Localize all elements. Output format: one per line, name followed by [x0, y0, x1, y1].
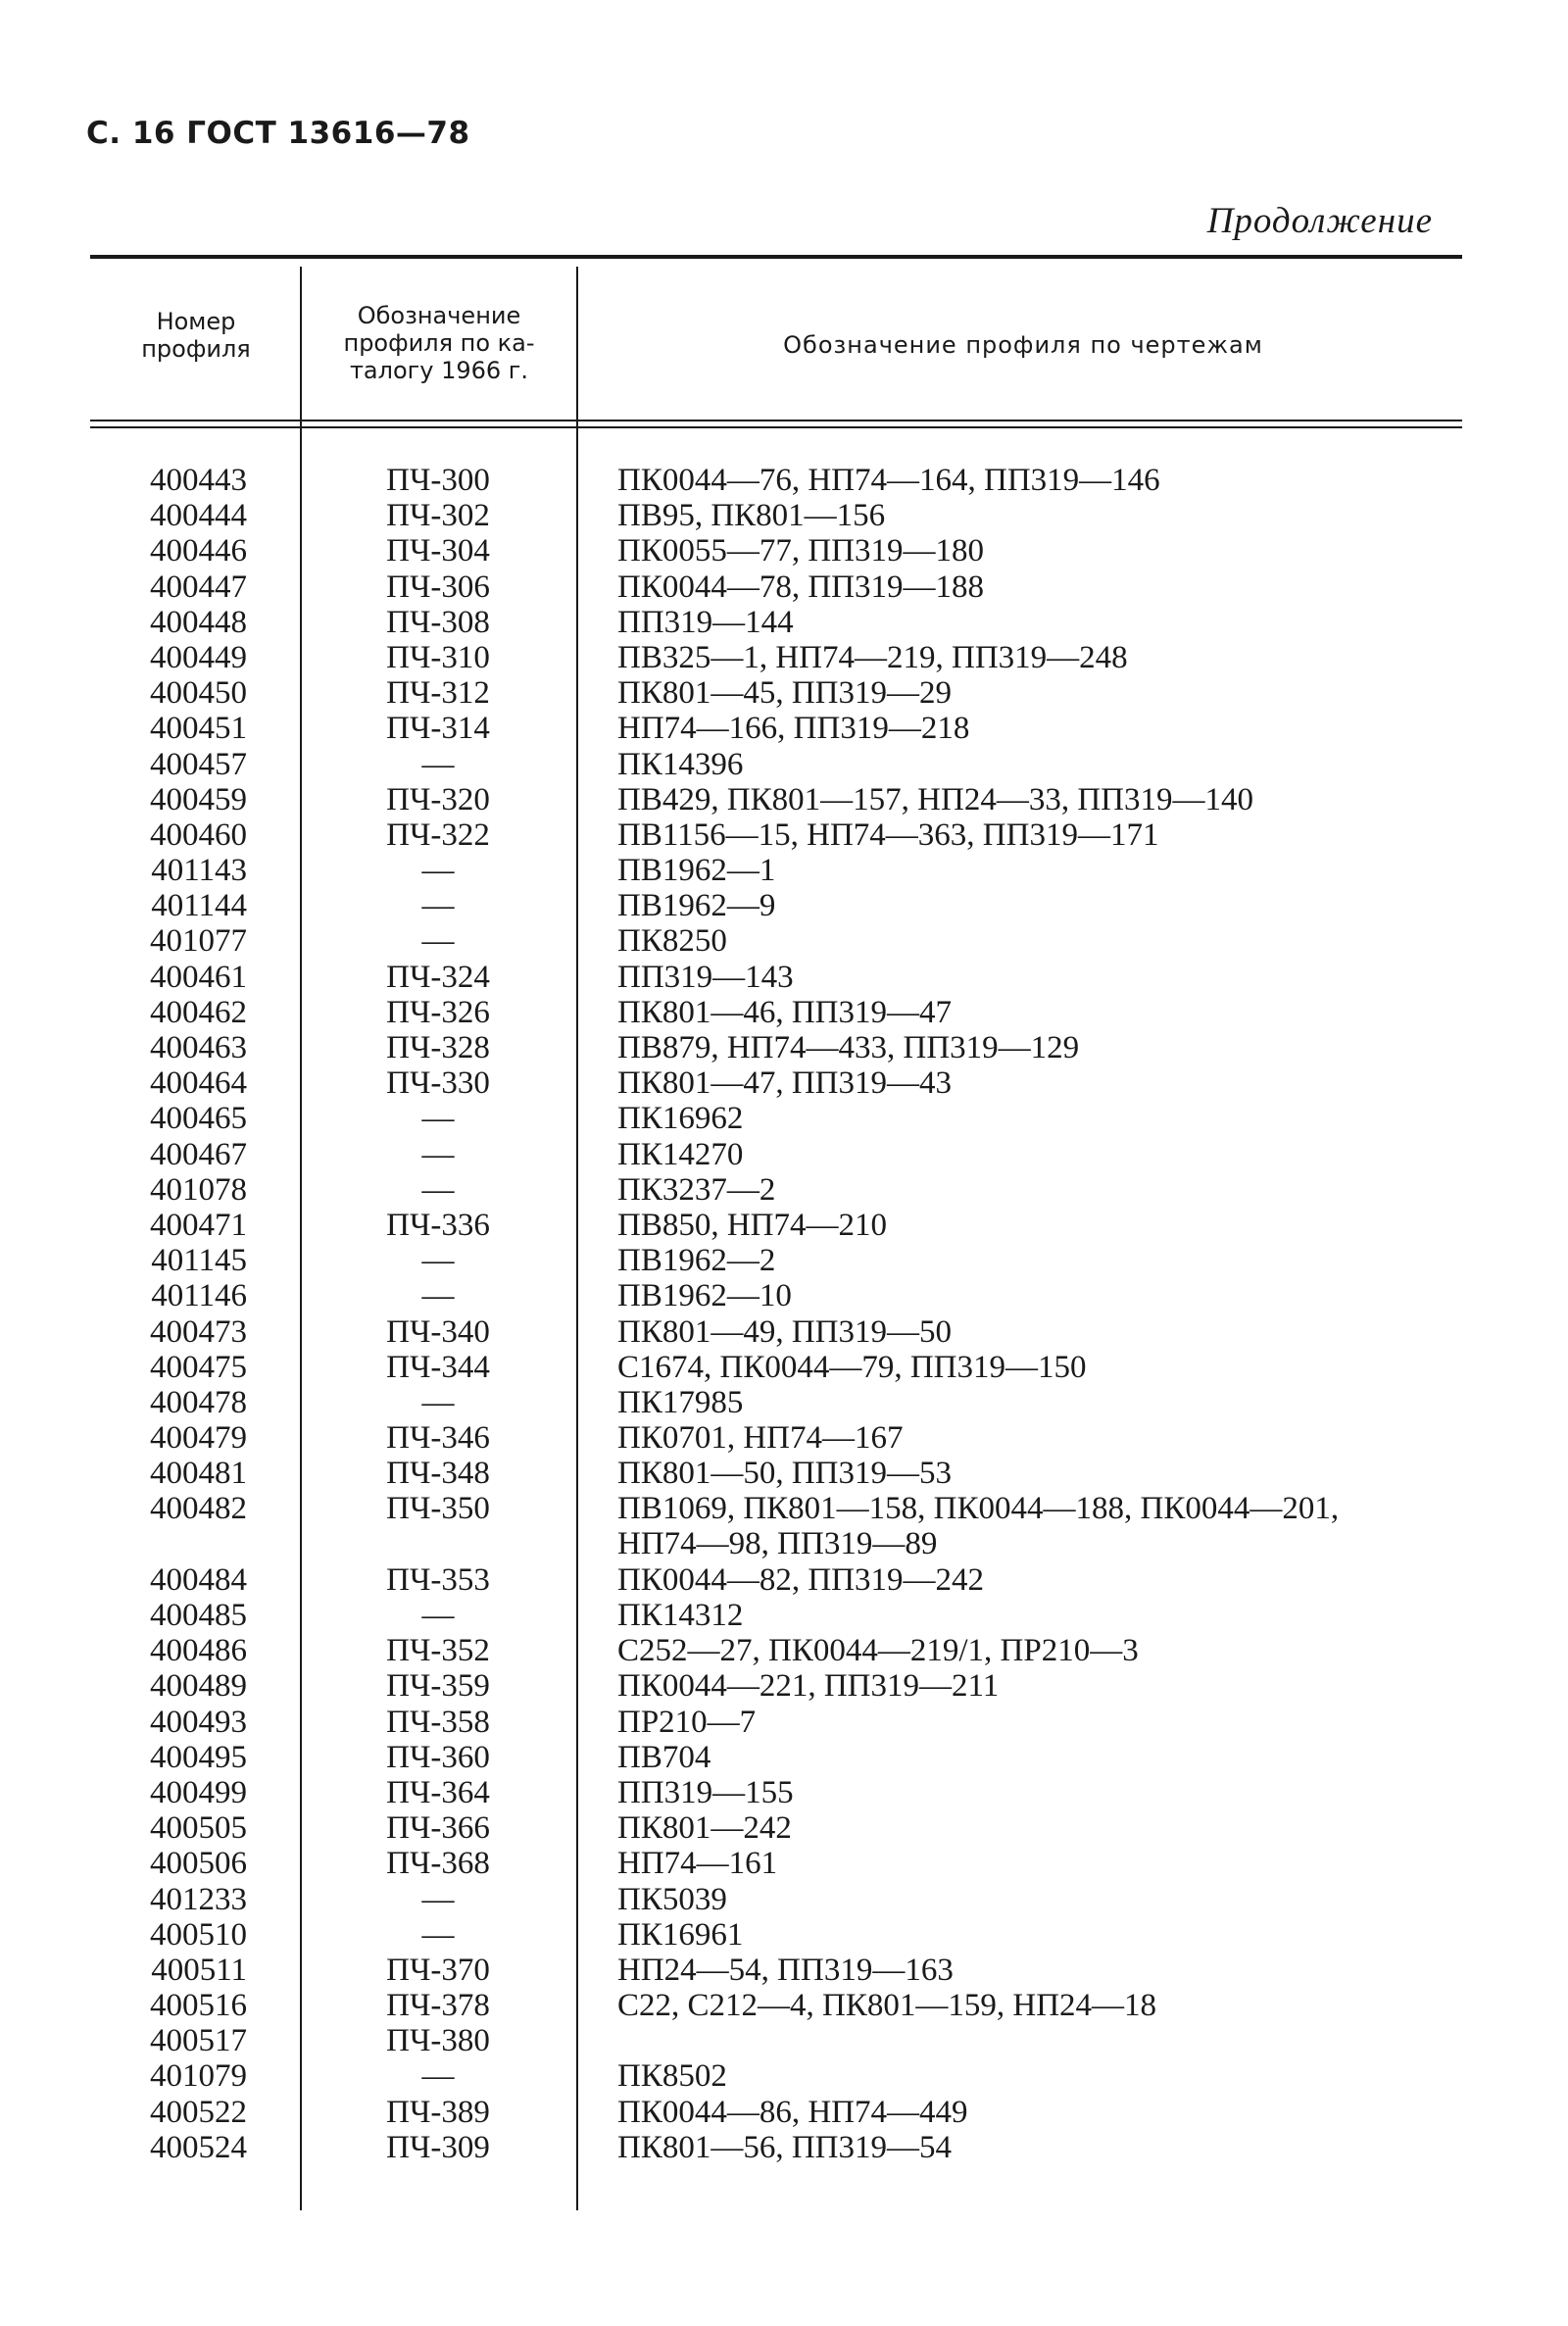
- column-header-line: Номер: [156, 308, 236, 335]
- drawing-designation-cell: [617, 1917, 743, 1953]
- column-header-line: профиля по ка-: [343, 329, 535, 357]
- page-header: С. 16 ГОСТ 13616—78: [86, 116, 470, 151]
- profile-number-cell: 400485: [150, 1598, 247, 1634]
- profile-number-cell: 400489: [150, 1668, 247, 1705]
- table-row: [90, 923, 1462, 959]
- profile-number-cell: 400448: [150, 604, 247, 640]
- catalog-designation-cell: ПЧ-336: [386, 1207, 490, 1243]
- profile-number-cell: 400464: [150, 1065, 247, 1102]
- profile-number-cell: 400486: [150, 1633, 247, 1669]
- catalog-designation-cell: —: [421, 853, 455, 889]
- table-row: [90, 1420, 1462, 1456]
- catalog-designation-cell: —: [421, 1598, 455, 1634]
- drawing-designation-cell: [617, 1491, 1339, 1561]
- drawing-designation-cell: [617, 2130, 952, 2165]
- profile-number-cell: 400495: [150, 1739, 247, 1775]
- drawing-designation-line: ПВ1962—1: [617, 853, 776, 889]
- drawing-designation-cell: [617, 1137, 743, 1172]
- table-row: [90, 853, 1462, 888]
- column-header-profile-number: [108, 308, 284, 363]
- drawing-designation-cell: [617, 995, 952, 1030]
- drawing-designation-line: ПК5039: [617, 1881, 727, 1917]
- profile-number-cell: 400443: [150, 463, 247, 498]
- drawing-designation-cell: [617, 1846, 777, 1881]
- catalog-designation-cell: ПЧ-326: [386, 994, 490, 1030]
- profile-number-cell: 400505: [150, 1810, 247, 1847]
- drawing-designation-cell: [617, 1278, 792, 1313]
- drawing-designation-line: ПК16962: [617, 1101, 744, 1137]
- drawing-designation-cell: [617, 498, 885, 533]
- profile-number-cell: 400444: [150, 498, 247, 534]
- drawing-designation-cell: [617, 1208, 887, 1243]
- profile-number-cell: 400484: [150, 1561, 247, 1598]
- catalog-designation-cell: ПЧ-368: [386, 1846, 490, 1882]
- drawing-designation-line: ПК0044—86, НП74—449: [617, 2094, 968, 2130]
- drawing-designation-line: ПВ1962—2: [617, 1243, 776, 1279]
- catalog-designation-cell: —: [421, 1916, 455, 1953]
- catalog-designation-cell: —: [421, 1384, 455, 1420]
- table-row: [90, 1385, 1462, 1420]
- table-row: [90, 2058, 1462, 2094]
- drawing-designation-cell: [617, 1030, 1079, 1065]
- catalog-designation-cell: ПЧ-370: [386, 1952, 490, 1988]
- catalog-designation-cell: —: [421, 1278, 455, 1314]
- profile-number-cell: 400473: [150, 1313, 247, 1350]
- drawing-designation-cell: [617, 853, 775, 888]
- catalog-designation-cell: ПЧ-359: [386, 1668, 490, 1705]
- table-row: [90, 605, 1462, 640]
- table-row: [90, 1030, 1462, 1065]
- drawing-designation-cell: [617, 1705, 756, 1740]
- drawing-designation-line: ПК14270: [617, 1136, 744, 1172]
- drawing-designation-line: ПВ879, НП74—433, ПП319—129: [617, 1030, 1080, 1065]
- drawing-designation-cell: [617, 782, 1253, 817]
- profile-number-cell: 400511: [151, 1952, 247, 1988]
- drawing-designation-line: ПК0044—221, ПП319—211: [617, 1668, 1000, 1705]
- drawing-designation-line: ПК14312: [617, 1598, 744, 1634]
- table-row: [90, 2130, 1462, 2165]
- table-row: [90, 1740, 1462, 1775]
- drawing-designation-cell: [617, 817, 1158, 853]
- drawing-designation-line: ПК16961: [617, 1916, 744, 1953]
- continuation-label: Продолжение: [1206, 201, 1433, 241]
- catalog-designation-cell: ПЧ-358: [386, 1704, 490, 1740]
- drawing-designation-line: ПК801—242: [617, 1810, 792, 1847]
- drawing-designation-line: ПВ1962—10: [617, 1278, 792, 1314]
- profile-number-cell: 401145: [151, 1243, 247, 1279]
- table-row: [90, 1705, 1462, 1740]
- profile-number-cell: 400465: [150, 1101, 247, 1137]
- profile-number-cell: 400493: [150, 1704, 247, 1740]
- drawing-designation-cell: [617, 888, 775, 923]
- drawing-designation-line: ПП319—155: [617, 1774, 794, 1810]
- catalog-designation-cell: ПЧ-344: [386, 1349, 490, 1385]
- table-row: [90, 1278, 1462, 1313]
- drawing-designation-line: ПК14396: [617, 746, 744, 782]
- catalog-designation-cell: —: [421, 2058, 455, 2095]
- profile-number-cell: 400451: [150, 711, 247, 747]
- drawing-designation-line: ПВ325—1, НП74—219, ПП319—248: [617, 639, 1128, 675]
- drawing-designation-cell: [617, 1775, 794, 1810]
- table-row: [90, 1137, 1462, 1172]
- drawing-designation-line: ПК8250: [617, 923, 727, 960]
- profile-number-cell: 400460: [150, 817, 247, 853]
- catalog-designation-cell: ПЧ-346: [386, 1420, 490, 1457]
- drawing-designation-line: НП74—166, ПП319—218: [617, 711, 970, 747]
- drawing-designation-cell: [617, 1740, 710, 1775]
- table-row: [90, 1172, 1462, 1208]
- profile-number-cell: 401146: [151, 1278, 247, 1314]
- table-row: [90, 1314, 1462, 1350]
- profile-number-cell: 400449: [150, 639, 247, 675]
- drawing-designation-line: ПП319—143: [617, 959, 794, 995]
- profile-number-cell: 401079: [150, 2058, 247, 2095]
- drawing-designation-line: ПК801—50, ПП319—53: [617, 1456, 953, 1492]
- table-row: [90, 1208, 1462, 1243]
- drawing-designation-line: ПВ1156—15, НП74—363, ПП319—171: [617, 817, 1159, 853]
- drawing-designation-cell: [617, 1314, 952, 1350]
- drawing-designation-line: ПВ850, НП74—210: [617, 1207, 888, 1243]
- drawing-designation-line: С1674, ПК0044—79, ПП319—150: [617, 1349, 1087, 1385]
- profile-number-cell: 400517: [150, 2023, 247, 2059]
- table-row: [90, 1456, 1462, 1491]
- profile-number-cell: 400461: [150, 959, 247, 995]
- catalog-designation-cell: ПЧ-350: [386, 1491, 490, 1527]
- drawing-designation-cell: [617, 1385, 743, 1420]
- drawing-designation-cell: [617, 533, 984, 569]
- catalog-designation-cell: ПЧ-348: [386, 1456, 490, 1492]
- drawing-designation-line: С22, С212—4, ПК801—159, НП24—18: [617, 1988, 1157, 2024]
- drawing-designation-cell: [617, 1243, 775, 1278]
- drawing-designation-cell: [617, 1668, 999, 1704]
- drawing-designation-line: ПК801—47, ПП319—43: [617, 1065, 953, 1102]
- drawing-designation-cell: [617, 1065, 952, 1101]
- drawing-designation-line: ПВ1962—9: [617, 888, 776, 924]
- catalog-designation-cell: —: [421, 1243, 455, 1279]
- drawing-designation-cell: [617, 1562, 984, 1598]
- profile-number-cell: 401144: [151, 888, 247, 924]
- profile-number-cell: 400471: [150, 1207, 247, 1243]
- drawing-designation-cell: [617, 1953, 954, 1988]
- profile-number-cell: 400450: [150, 675, 247, 712]
- drawing-designation-cell: [617, 463, 1160, 498]
- drawing-designation-line: ПВ429, ПК801—157, НП24—33, ПП319—140: [617, 781, 1254, 817]
- table-row: [90, 1988, 1462, 2023]
- drawing-designation-line: ПВ1069, ПК801—158, ПК0044—188, ПК0044—201,: [617, 1491, 1340, 1527]
- drawing-designation-line: ПР210—7: [617, 1704, 757, 1740]
- table-body: [90, 463, 1462, 2165]
- drawing-designation-cell: [617, 675, 952, 711]
- drawing-designation-line: НП74—161: [617, 1846, 778, 1882]
- drawing-designation-cell: [617, 2058, 727, 2094]
- drawing-designation-cell: [617, 747, 743, 782]
- table-row: [90, 960, 1462, 995]
- profile-number-cell: 400475: [150, 1349, 247, 1385]
- column-header-catalog-designation: [312, 302, 566, 384]
- catalog-designation-cell: ПЧ-322: [386, 817, 490, 853]
- column-header-line: профиля: [141, 335, 251, 363]
- table-row: [90, 1598, 1462, 1633]
- profile-number-cell: 400457: [150, 746, 247, 782]
- table-row: [90, 569, 1462, 605]
- drawing-designation-cell: [617, 1598, 743, 1633]
- drawing-designation-line: ПК3237—2: [617, 1171, 776, 1208]
- drawing-designation-cell: [617, 1101, 743, 1136]
- table-row: [90, 1243, 1462, 1278]
- drawing-designation-cell: [617, 605, 794, 640]
- catalog-designation-cell: —: [421, 746, 455, 782]
- profile-number-cell: 400446: [150, 533, 247, 569]
- table-row: [90, 817, 1462, 853]
- profile-number-cell: 400447: [150, 569, 247, 605]
- table-row: [90, 1562, 1462, 1598]
- catalog-designation-cell: ПЧ-310: [386, 639, 490, 675]
- profile-number-cell: 400510: [150, 1916, 247, 1953]
- drawing-designation-cell: [617, 1456, 952, 1491]
- table-row: [90, 463, 1462, 498]
- catalog-designation-cell: ПЧ-340: [386, 1313, 490, 1350]
- drawing-designation-cell: [617, 1882, 727, 1917]
- profile-number-cell: 401077: [150, 923, 247, 960]
- table-row: [90, 1350, 1462, 1385]
- table-row: [90, 995, 1462, 1030]
- table-row: [90, 1633, 1462, 1668]
- catalog-designation-cell: ПЧ-380: [386, 2023, 490, 2059]
- drawing-designation-line: ПК801—46, ПП319—47: [617, 994, 953, 1030]
- drawing-designation-line: ПК8502: [617, 2058, 727, 2095]
- drawing-designation-cell: [617, 711, 969, 746]
- drawing-designation-line: ПК801—45, ПП319—29: [617, 675, 953, 712]
- drawing-designation-line: ПВ95, ПК801—156: [617, 498, 886, 534]
- catalog-designation-cell: ПЧ-312: [386, 675, 490, 712]
- catalog-designation-cell: ПЧ-352: [386, 1633, 490, 1669]
- profile-number-cell: 400459: [150, 781, 247, 817]
- catalog-designation-cell: ПЧ-364: [386, 1774, 490, 1810]
- table-row: [90, 782, 1462, 817]
- drawing-designation-cell: [617, 1350, 1087, 1385]
- profile-number-cell: 400462: [150, 994, 247, 1030]
- drawing-designation-line: НП74—98, ПП319—89: [617, 1526, 938, 1562]
- table-top-rule: [90, 255, 1462, 259]
- table-row: [90, 747, 1462, 782]
- catalog-designation-cell: ПЧ-304: [386, 533, 490, 569]
- catalog-designation-cell: —: [421, 1881, 455, 1917]
- table-row: [90, 1953, 1462, 1988]
- profile-number-cell: 401078: [150, 1171, 247, 1208]
- profile-number-cell: 400479: [150, 1420, 247, 1457]
- catalog-designation-cell: —: [421, 1101, 455, 1137]
- table-row: [90, 1810, 1462, 1846]
- table-row: [90, 640, 1462, 675]
- table-row: [90, 1101, 1462, 1136]
- catalog-designation-cell: ПЧ-378: [386, 1988, 490, 2024]
- catalog-designation-cell: ПЧ-328: [386, 1030, 490, 1065]
- drawing-designation-cell: [617, 1633, 1139, 1668]
- catalog-designation-cell: ПЧ-353: [386, 1561, 490, 1598]
- drawing-designation-line: ПП319—144: [617, 604, 794, 640]
- catalog-designation-cell: ПЧ-300: [386, 463, 490, 498]
- header-separator-rule-second: [90, 426, 1462, 428]
- profile-number-cell: 400482: [150, 1491, 247, 1527]
- drawing-designation-line: С252—27, ПК0044—219/1, ПР210—3: [617, 1633, 1139, 1669]
- catalog-designation-cell: ПЧ-330: [386, 1065, 490, 1102]
- drawing-designation-line: НП24—54, ПП319—163: [617, 1952, 954, 1988]
- drawing-designation-line: ПК0044—82, ПП319—242: [617, 1561, 985, 1598]
- profile-number-cell: 400481: [150, 1456, 247, 1492]
- drawing-designation-cell: [617, 2095, 968, 2130]
- table-row: [90, 1882, 1462, 1917]
- drawing-designation-line: ПК801—49, ПП319—50: [617, 1313, 953, 1350]
- table-row: [90, 533, 1462, 569]
- drawing-designation-cell: [617, 640, 1128, 675]
- catalog-designation-cell: ПЧ-389: [386, 2094, 490, 2130]
- drawing-designation-line: ПК0701, НП74—167: [617, 1420, 904, 1457]
- profile-number-cell: 401233: [150, 1881, 247, 1917]
- drawing-designation-cell: [617, 1172, 775, 1208]
- drawing-designation-line: ПВ704: [617, 1739, 711, 1775]
- profile-number-cell: 400467: [150, 1136, 247, 1172]
- column-header-line: талогу 1966 г.: [349, 357, 529, 384]
- catalog-designation-cell: ПЧ-306: [386, 569, 490, 605]
- table-row: [90, 1065, 1462, 1101]
- profile-number-cell: 400499: [150, 1774, 247, 1810]
- table-row: [90, 711, 1462, 746]
- table-row: [90, 498, 1462, 533]
- drawing-designation-line: ПК0055—77, ПП319—180: [617, 533, 985, 569]
- table-row: [90, 1917, 1462, 1953]
- table-row: [90, 1846, 1462, 1881]
- catalog-designation-cell: ПЧ-324: [386, 959, 490, 995]
- profile-number-cell: 400463: [150, 1030, 247, 1065]
- drawing-designation-line: ПК801—56, ПП319—54: [617, 2129, 953, 2165]
- drawing-designation-line: ПК17985: [617, 1384, 744, 1420]
- profile-number-cell: 401143: [151, 853, 247, 889]
- drawing-designation-cell: [617, 960, 794, 995]
- drawing-designation-cell: [617, 1420, 904, 1456]
- profile-number-cell: 400524: [150, 2129, 247, 2165]
- catalog-designation-cell: —: [421, 1171, 455, 1208]
- drawing-designation-cell: [617, 923, 727, 959]
- column-header-line: Обозначение профиля по чертежам: [783, 331, 1263, 359]
- catalog-designation-cell: ПЧ-314: [386, 711, 490, 747]
- table-row: [90, 2095, 1462, 2130]
- profile-table: [90, 255, 1462, 2210]
- catalog-designation-cell: —: [421, 923, 455, 960]
- table-row: [90, 1668, 1462, 1704]
- profile-number-cell: 400478: [150, 1384, 247, 1420]
- drawing-designation-cell: [617, 1810, 792, 1846]
- table-row: [90, 2023, 1462, 2058]
- catalog-designation-cell: ПЧ-360: [386, 1739, 490, 1775]
- catalog-designation-cell: —: [421, 888, 455, 924]
- table-row: [90, 1775, 1462, 1810]
- catalog-designation-cell: ПЧ-320: [386, 781, 490, 817]
- catalog-designation-cell: ПЧ-309: [386, 2129, 490, 2165]
- profile-number-cell: 400516: [150, 1988, 247, 2024]
- profile-number-cell: 400506: [150, 1846, 247, 1882]
- table-row: [90, 675, 1462, 711]
- drawing-designation-cell: [617, 569, 984, 605]
- table-row: [90, 1491, 1462, 1561]
- column-header-line: Обозначение: [357, 302, 521, 329]
- drawing-designation-line: ПК0044—78, ПП319—188: [617, 569, 985, 605]
- catalog-designation-cell: ПЧ-366: [386, 1810, 490, 1847]
- profile-number-cell: 400522: [150, 2094, 247, 2130]
- table-row: [90, 888, 1462, 923]
- drawing-designation-cell: [617, 1988, 1156, 2023]
- catalog-designation-cell: ПЧ-302: [386, 498, 490, 534]
- header-separator-rule: [90, 420, 1462, 421]
- drawing-designation-line: ПК0044—76, НП74—164, ПП319—146: [617, 463, 1160, 498]
- catalog-designation-cell: ПЧ-308: [386, 604, 490, 640]
- column-header-drawing-designation: [584, 331, 1462, 359]
- catalog-designation-cell: —: [421, 1136, 455, 1172]
